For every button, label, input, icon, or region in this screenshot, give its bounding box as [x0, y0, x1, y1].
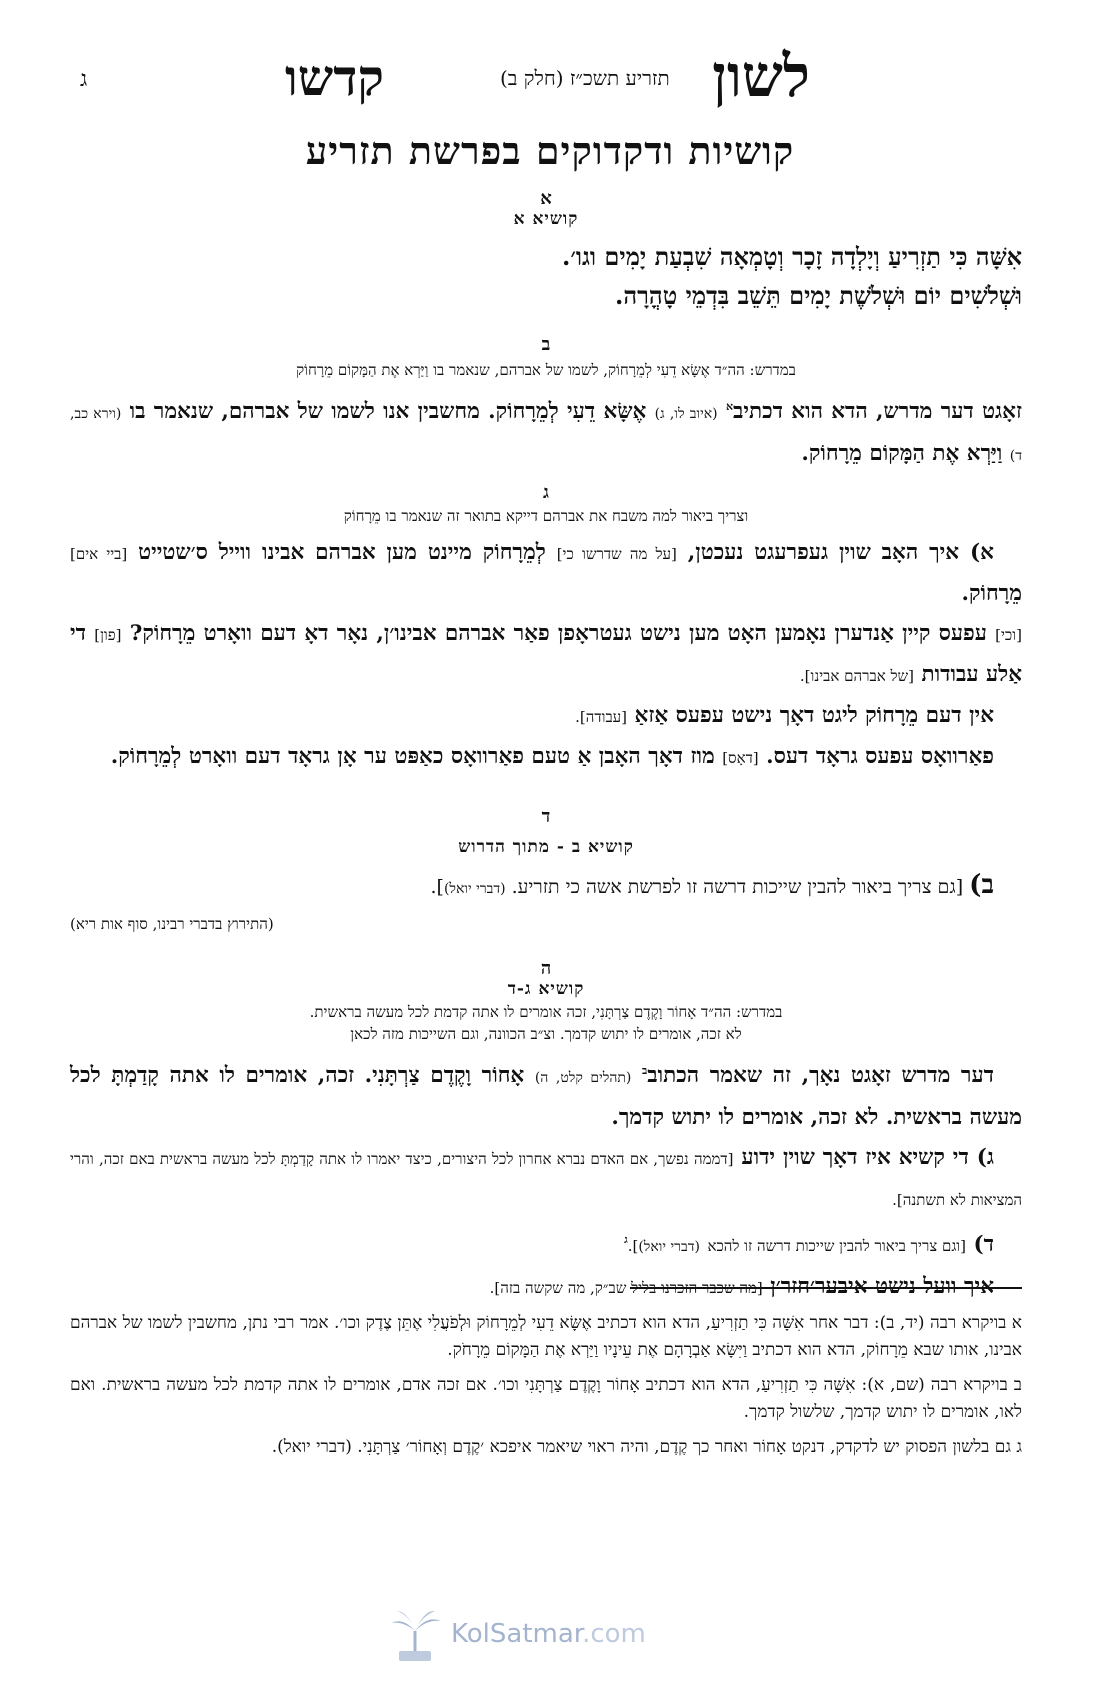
- section-letter: א: [540, 188, 552, 209]
- verse-line: וּשְׁלֹשִׁים יוֹם וּשְׁלֹשֶׁת יָמִים תֵּשֵׁב בִּדְמֵי טָהֳרָה.: [614, 281, 1022, 310]
- source-ref: (דברי יואל): [443, 881, 506, 897]
- section-summary: במדרש: הה״ד אָחוֹר וָקֶדֶם צַרְתָּנִי, זכה אומרים לו אתה קדמת לכל מעשה בראשית.: [309, 1003, 783, 1021]
- bracket-note: [וכי]: [995, 626, 1022, 644]
- bracket-note: [פון]: [94, 626, 122, 644]
- bracket-note: [ביי אים]: [70, 545, 128, 563]
- section-summary: לא זכה, אומרים לו יתוש קדמך. וצ״ב הכוונה, וגם השייכות מזה לכאן: [350, 1025, 742, 1043]
- text-run: פאַרוואָס עפעס גראָד דעס.: [766, 744, 994, 769]
- bracket-note: [דממה נפשך, אם האדם נברא אחרון לכל היצורים, כיצד יאמרו לו אתה קָדַמְתָּ לכל מעשה בראשית באם זכה, והרי המציאות לא תשתנה].: [70, 1150, 1022, 1210]
- watermark-tld: .com: [582, 1619, 646, 1649]
- paragraph: דער מדרש זאָגט נאָך, זה שאמר הכתוב$^ב$ (תהלים קלט, ה) אָחוֹר וָקֶדֶם צַרְתָּנִי. זכה, אומרים לו אתה קָדַמְתָּ לכל מעשה בראשית. לא זכה, אומרים לו יתוש קדמך.: [70, 1063, 1022, 1131]
- section-e: [70, 958, 1022, 1308]
- text-run: אֶשָּׂא דֵעִי לְמֵרָחוֹק. מחשבין אנו לשמו של אברהם, שנאמר בו: [129, 399, 647, 425]
- watermark-brand: KolSatmar: [451, 1619, 583, 1649]
- footnote: ג גם בלשון הפסוק יש לדקדק, דנקט אָחוֹר ואחר כך קֶדֶם, והיה ראוי שיאמר איפכא ׳קֶדֶם וְאָחוֹר׳ צַרְתָּנִי. (דברי יואל).: [271, 1437, 1022, 1457]
- text-run: וַיַּרְא אֶת הַמָּקוֹם מֵרָחוֹק.: [801, 441, 1003, 467]
- bracket-note: [עבודה].: [575, 708, 628, 726]
- section-summary: וצריך ביאור למה משבח את אברהם דייקא בתואר זה שנאמר בו מֵרָחוֹק: [343, 507, 749, 525]
- paragraph: זאָגט דער מדרש, הדא הוא דכתיב$^א$ (איוב לו, ג) אֶשָּׂא דֵעִי לְמֵרָחוֹק. מחשבין אנו לשמו של אברהם, שנאמר בו (וירא כב, ד) וַיַּרְא אֶת הַמָּקוֹם מֵרָחוֹק.: [70, 399, 1022, 467]
- header-lashon: לשון: [712, 42, 810, 110]
- paragraph: [70, 737, 1022, 778]
- section-a: [70, 188, 1022, 315]
- text-run: אָחוֹר וָקֶדֶם צַרְתָּנִי. זכה, אומרים לו אתה קָדַמְתָּ לכל מעשה בראשית. לא זכה, אומרים לו יתוש קדמך.: [70, 1063, 1022, 1131]
- section-letter: ג: [543, 482, 549, 503]
- section-c: [70, 482, 1022, 778]
- footnote: א בויקרא רבה (יד, ב): דבר אחר אִשָּׁה כִּי תַזְרִיעַ, הדא הוא דכתיב אֶשָּׂא דֵעִי לְמֵרָחוֹק וּלְפֹעֲלִי אֶתֵּן צֶדֶק וכו׳. אמר רבי נתן, מחשבין לשמו של אברהם אבינו, אותו שבא מֵרָחוֹק, הדא הוא דכתיב וַיִּשָּׂא אַבְרָהָם אֶת עֵינָיו וַיַּרְא אֶת הַמָּקוֹם מֵרָחֹק.: [70, 1313, 1022, 1360]
- page-header: [60, 42, 1040, 112]
- header-parsha: תזריע תשכ״ז (חלק ב): [500, 66, 670, 90]
- question-key: ב): [969, 870, 994, 900]
- section-b: [70, 334, 1022, 476]
- footnote-divider: [630, 1287, 1022, 1289]
- source-ref: (איוב לו, ג): [654, 406, 718, 423]
- source-ref: (וירא כב, ד): [70, 406, 1022, 465]
- text-run: אין דעם מֵרָחוֹק ליגט דאָך נישט עפעס אַזאַ: [634, 703, 994, 728]
- text-run: עפעס קיין אַנדערן נאָמען האָט מען נישט געטראָפן פאַר אברהם אבינו׳ן, נאָר דאָ דעם וואָרט מֵרָחוֹק?: [129, 621, 987, 646]
- footnote: ב בויקרא רבה (שם, א): אִשָּׁה כִּי תַזְרִיעַ, הדא הוא דכתיב אָחוֹר וָקֶדֶם צַרְתָּנִי וכו׳. אם זכה אדם, אומרים לו אתה קדמת לכל מעשה בראשית. ואם לאו, אומרים לו יתוש קדמך, שלשול קדמך.: [70, 1375, 1022, 1422]
- text-run: ].: [430, 876, 444, 898]
- text-run: דער מדרש זאָגט נאָך, זה שאמר הכתוב: [647, 1063, 994, 1089]
- page-title: קושיות ודקדוקים בפרשת תזריע: [305, 128, 795, 173]
- section-d: [70, 806, 1022, 935]
- answer-note: (התירוץ בדברי רבינו, סוף אות ריא): [70, 915, 274, 933]
- text-run: די אַלע עבודות: [70, 621, 1022, 687]
- section-subtitle: קושיא ב - מתוך הדרוש: [458, 837, 634, 857]
- section-subtitle: קושיא ג-ד: [507, 979, 585, 999]
- text-run: ג) די קשיא איז דאָך שוין ידוע: [741, 1145, 994, 1171]
- source-ref: (תהלים קלט, ה): [534, 1070, 632, 1087]
- section-letter: ה: [540, 958, 552, 979]
- paragraph: [70, 533, 1022, 614]
- bracket-note: ].: [627, 1237, 639, 1256]
- bracket-note: [דאָס]: [722, 749, 759, 767]
- paragraph: [70, 696, 1022, 737]
- section-letter: ב: [541, 334, 551, 355]
- text-run: לְמֵרָחוֹק מיינט מען אברהם אבינו ווייל ס׳שטייט: [138, 540, 546, 565]
- paragraph: [70, 614, 1022, 696]
- source-ref: (דברי יואל): [638, 1239, 700, 1256]
- watermark-text: [451, 1619, 646, 1649]
- paragraph: [70, 1138, 1022, 1220]
- verse-line: אִשָּׁה כִּי תַזְרִיעַ וְיָלְדָה זָכָר וְטָמְאָה שִׁבְעַת יָמִים וגו׳.: [561, 242, 1022, 271]
- page-number: ג: [80, 67, 88, 92]
- bracket-note: [של אברהם אבינו].: [799, 667, 914, 685]
- bracket-note: [על מה שדרשו כי]: [556, 545, 677, 563]
- footnotes: [70, 1310, 1022, 1469]
- text-run: זאָגט דער מדרש, הדא הוא דכתיב: [733, 399, 1022, 425]
- watermark: [385, 1605, 645, 1665]
- text-run: א) איך האָב שוין געפרעגט נעכטן,: [687, 540, 994, 565]
- section-subtitle: קושיא א: [513, 209, 579, 229]
- palm-logo-icon: [385, 1605, 445, 1665]
- text-run: [גם צריך ביאור להבין שייכות דרשה זו לפרשת אשה כי תזריע.: [511, 876, 964, 898]
- bracket-note: [וגם צריך ביאור להבין שייכות דרשה זו להכא: [707, 1237, 966, 1256]
- section-letter: ד: [541, 806, 551, 827]
- paragraph: [70, 865, 1022, 909]
- section-summary: במדרש: הה״ד אֶשָּׂא דֵעִי לְמֵרָחוֹק, לשמו של אברהם, שנאמר בו וַיַּרְא אֶת הַמָּקוֹם מֵרָחוֹק: [296, 361, 796, 379]
- header-kodsho: קדשו: [285, 48, 384, 107]
- bracket-note: [מה שכבר הזכרנו בליל שב״ק, מה שקשה בזה].: [489, 1279, 763, 1298]
- paragraph: ד) [וגם צריך ביאור להבין שייכות דרשה זו להכא (דברי יואל)].$^ג$: [624, 1232, 994, 1258]
- text-run: איך וועל נישט איבער׳חזר׳ן: [770, 1274, 994, 1300]
- text-run: מֵרָחוֹק.: [961, 581, 1022, 606]
- text-run: ד): [973, 1232, 994, 1258]
- text-run: מוז דאָך האָבן אַ טעם פאַרוואָס כאַפּט ער אָן גראָד דעם וואָרט לְמֵרָחוֹק.: [110, 744, 715, 769]
